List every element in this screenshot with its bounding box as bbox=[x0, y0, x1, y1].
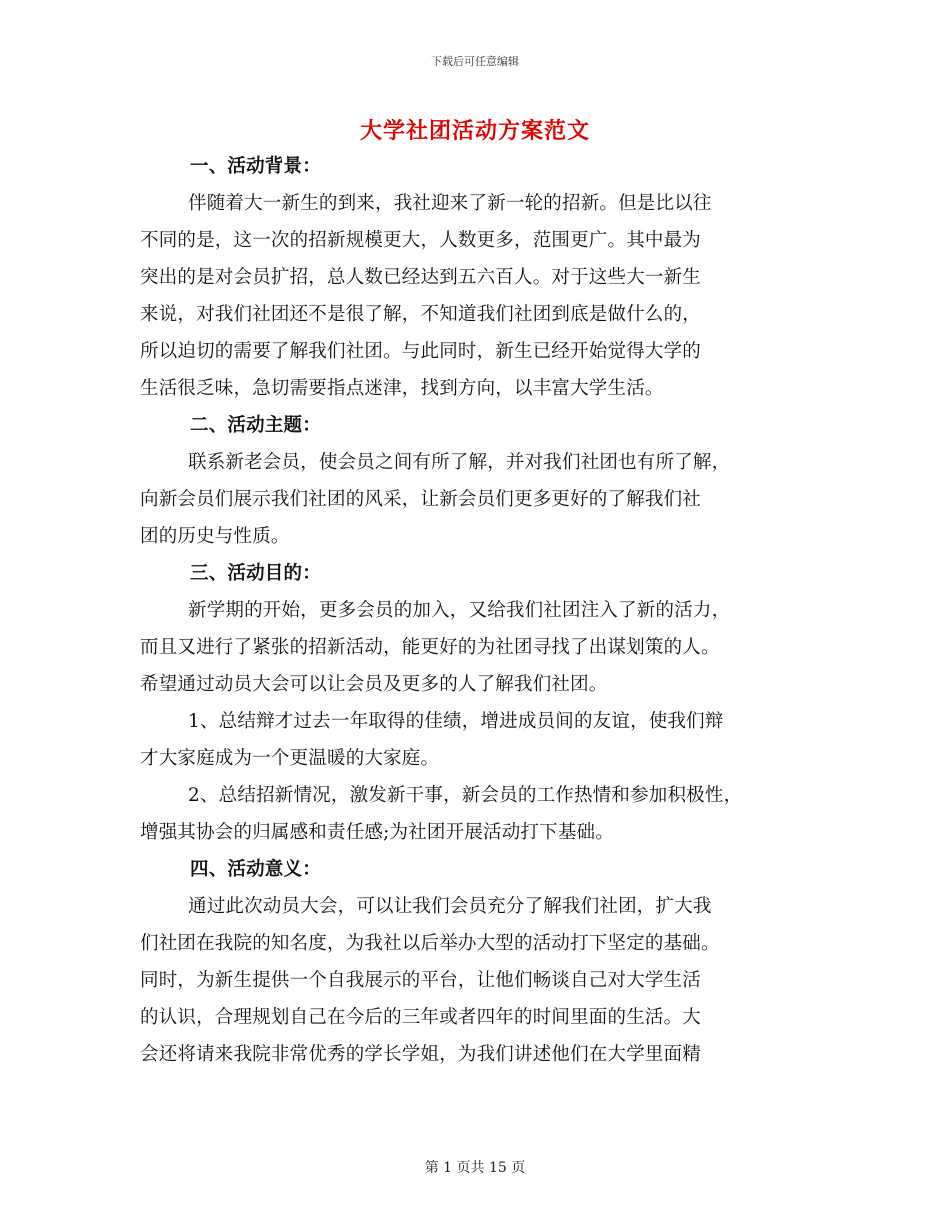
paragraph-line: 新学期的开始，更多会员的加入，又给我们社团注入了新的活力， bbox=[188, 600, 731, 621]
paragraph-line: 生活很乏味，急切需要指点迷津，找到方向，以丰富大学生活。 bbox=[140, 378, 664, 399]
paragraph-line: 来说，对我们社团还不是很了解，不知道我们社团到底是做什么的， bbox=[140, 304, 702, 325]
paragraph-line: 向新会员们展示我们社团的风采，让新会员们更多更好的了解我们社 bbox=[140, 489, 702, 510]
paragraph-line: 团的历史与性质。 bbox=[140, 526, 290, 547]
paragraph-line: 通过此次动员大会，可以让我们会员充分了解我们社团，扩大我 bbox=[188, 896, 712, 917]
section-heading: 四、活动意义： bbox=[190, 859, 321, 880]
paragraph-line: 的认识，合理规划自己在今后的三年或者四年的时间里面的生活。大 bbox=[140, 1007, 702, 1028]
section-heading: 三、活动目的： bbox=[190, 563, 321, 584]
paragraph-line: 同时，为新生提供一个自我展示的平台，让他们畅谈自己对大学生活 bbox=[140, 970, 702, 991]
paragraph-line: 突出的是对会员扩招，总人数已经达到五六百人。对于这些大一新生 bbox=[140, 267, 702, 288]
paragraph-line: 希望通过动员大会可以让会员及更多的人了解我们社团。 bbox=[140, 674, 608, 695]
document-body bbox=[140, 148, 820, 1073]
section-heading: 二、活动主题： bbox=[190, 415, 321, 436]
paragraph-line: 增强其协会的归属感和责任感;为社团开展活动打下基础。 bbox=[140, 822, 614, 843]
paragraph-line: 们社团在我院的知名度，为我社以后举办大型的活动打下坚定的基础。 bbox=[140, 933, 720, 954]
paragraph-line: 伴随着大一新生的到来，我社迎来了新一轮的招新。但是比以往 bbox=[188, 193, 712, 214]
paragraph-line: 会还将请来我院非常优秀的学长学姐，为我们讲述他们在大学里面精 bbox=[140, 1044, 702, 1065]
document-title: 大学社团活动方案范文 bbox=[359, 118, 590, 144]
paragraph-line: 联系新老会员，使会员之间有所了解，并对我们社团也有所了解， bbox=[188, 452, 731, 473]
section-heading: 一、活动背景： bbox=[190, 156, 321, 177]
page-footer: 第 1 页共 15 页 bbox=[424, 1160, 526, 1176]
paragraph-line: 才大家庭成为一个更温暖的大家庭。 bbox=[140, 748, 440, 769]
page-header: 下载后可任意编辑 bbox=[431, 55, 519, 68]
paragraph-line: 2、总结招新情况，激发新干事，新会员的工作热情和参加积极性， bbox=[188, 785, 743, 806]
paragraph-line: 1、总结辩才过去一年取得的佳绩，增进成员间的友谊，使我们辩 bbox=[188, 711, 724, 732]
paragraph-line: 所以迫切的需要了解我们社团。与此同时，新生已经开始觉得大学的 bbox=[140, 341, 702, 362]
paragraph-line: 不同的是，这一次的招新规模更大，人数更多，范围更广。其中最为 bbox=[140, 230, 702, 251]
paragraph-line: 而且又进行了紧张的招新活动，能更好的为社团寻找了出谋划策的人。 bbox=[140, 637, 720, 658]
